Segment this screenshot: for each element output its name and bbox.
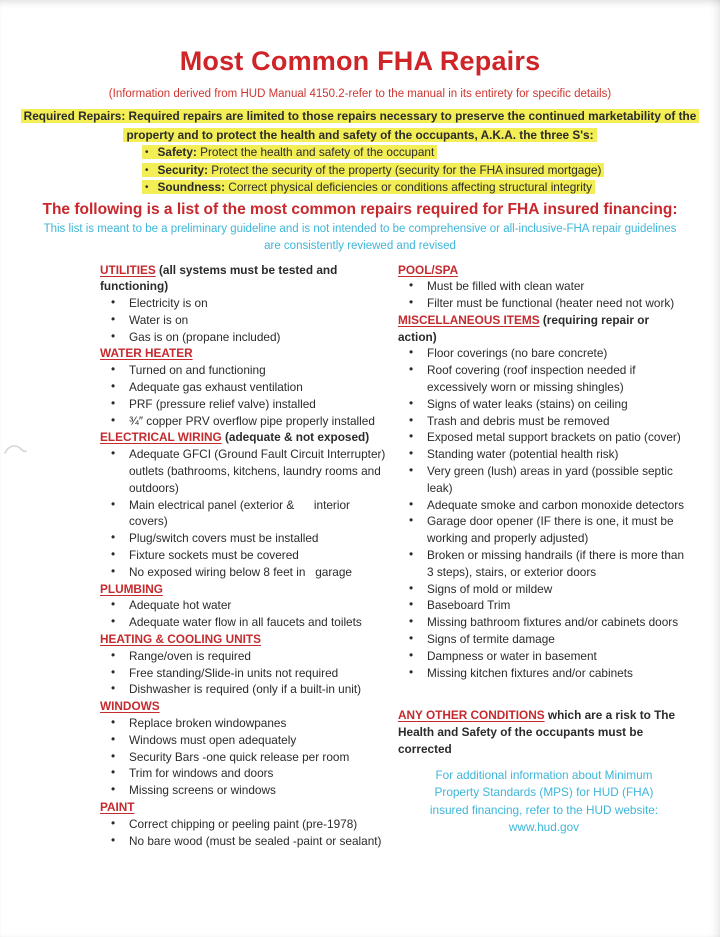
bullet-list [398, 278, 690, 312]
section-heading: ANY OTHER CONDITIONS [398, 708, 545, 723]
section-heading: ELECTRICAL WIRING [100, 430, 222, 445]
section-heading: UTILITIES [100, 262, 156, 277]
section-heading: PLUMBING [100, 581, 163, 596]
guideline-note-line2: are consistently reviewed and revised [264, 239, 456, 252]
bullet-list [100, 295, 386, 345]
list-item: • Garage door opener (IF there is one, it must be working and properly adjusted) [398, 513, 690, 547]
section-windows [100, 698, 386, 799]
list-item: • Plug/switch covers must be installed [100, 530, 386, 547]
three-s-text: Correct physical deficiencies or conditions affecting structural integrity [225, 180, 592, 194]
hud-note-line: For additional information about Minimum [435, 767, 653, 782]
bullet-list [100, 816, 386, 850]
three-s-term: Soundness: [157, 180, 226, 194]
section-paint [100, 799, 386, 849]
page-title: Most Common FHA Repairs [179, 46, 541, 76]
bullet-list [100, 362, 386, 429]
bullet-dot: • [145, 164, 149, 176]
section-miscellaneous-items [398, 312, 690, 682]
list-item: • Filter must be functional (heater need not work) [398, 295, 690, 312]
list-item: • Adequate water flow in all faucets and toilets [100, 614, 386, 631]
list-item: • Signs of water leaks (stains) on ceiling [398, 396, 690, 413]
section-header [100, 345, 386, 362]
list-item: • Broken or missing handrails (if there is more than 3 steps), stairs, or exterior doors [398, 547, 690, 581]
three-s-text: Protect the health and safety of the occupant [196, 145, 435, 159]
list-item: • Missing screens or windows [100, 782, 386, 799]
list-item: • Adequate hot water [100, 597, 386, 614]
section-heading-note: which are a risk to The Health and Safety of the occupants must be corrected [398, 708, 676, 757]
pen-mark-artifact [2, 440, 30, 460]
section-header [100, 262, 386, 296]
column-right [398, 262, 690, 850]
list-item: • Gas is on (propane included) [100, 329, 386, 346]
guideline-note-line1: This list is meant to be a preliminary guideline and is not intended to be comprehensive or all-inclusive-FHA repair guidelines [43, 222, 677, 235]
manual-reference-note: (Information derived from HUD Manual 4150.2-refer to the manual in its entirety for specific details) [108, 88, 612, 100]
bullet-list [100, 648, 386, 698]
three-s-item [142, 162, 720, 180]
list-item: • Signs of mold or mildew [398, 581, 690, 598]
list-item: • ¾″ copper PRV overflow pipe properly installed [100, 413, 386, 430]
section-utilities [100, 262, 386, 346]
section-header [398, 262, 690, 279]
section-header [398, 707, 690, 757]
section-pool-spa [398, 262, 690, 312]
section-heading: WATER HEATER [100, 346, 193, 361]
three-s-item [142, 144, 720, 162]
list-item: • Floor coverings (no bare concrete) [398, 345, 690, 362]
bullet-list [100, 597, 386, 631]
hud-note-line: insured financing, refer to the HUD website: [429, 802, 659, 817]
list-item: • Range/oven is required [100, 648, 386, 665]
section-header [100, 698, 386, 715]
section-electrical-wiring [100, 429, 389, 580]
list-item: • Electricity is on [100, 295, 386, 312]
three-s-term: Security: [157, 162, 208, 177]
section-water-heater [100, 345, 386, 429]
list-item: • Exposed metal support brackets on patio (cover) [398, 429, 690, 446]
three-s-text: Protect the security of the property (security for the FHA insured mortgage) [208, 162, 602, 177]
list-item: • Adequate smoke and carbon monoxide detectors [398, 497, 690, 514]
list-item: • Trash and debris must be removed [398, 413, 690, 430]
three-s-item [142, 179, 720, 197]
bullet-list [398, 345, 690, 681]
bullet-list [100, 715, 386, 799]
guideline-note [0, 221, 720, 255]
list-item: • Correct chipping or peeling paint (pre-1978) [100, 816, 386, 833]
required-repairs-line1: Required Repairs: Required repairs are limited to those repairs necessary to preserve the continued marketability of the [0, 107, 720, 126]
list-item: • Main electrical panel (exterior & interior covers) [100, 497, 386, 531]
section-heading: PAINT [100, 800, 135, 814]
three-s-term: Safety: [157, 145, 197, 159]
hud-note-line: Property Standards (MPS) for HUD (FHA) [434, 785, 654, 800]
section-heating-cooling-units [100, 631, 386, 698]
list-item: • Adequate GFCI (Ground Fault Circuit Interrupter) outlets (bathrooms, kitchens, laundry rooms and outdoors) [100, 446, 386, 496]
list-item: • Replace broken windowpanes [100, 715, 386, 732]
bullet-dot: • [145, 182, 149, 193]
two-column-layout [0, 262, 720, 850]
list-item: • Free standing/Slide-in units not required [100, 665, 386, 682]
list-item: • Windows must open adequately [100, 732, 386, 749]
list-item: • Baseboard Trim [398, 597, 690, 614]
list-item: • Dishwasher is required (only if a built-in unit) [100, 681, 386, 698]
section-header [398, 312, 690, 346]
list-item: • PRF (pressure relief valve) installed [100, 396, 386, 413]
section-heading: POOL/SPA [398, 262, 459, 277]
list-item: • Missing kitchen fixtures and/or cabinets [398, 665, 690, 682]
bullet-list [100, 446, 389, 580]
list-item: • No exposed wiring below 8 feet in garage [100, 564, 386, 581]
list-item: • Very green (lush) areas in yard (possible septic leak) [398, 463, 690, 497]
section-header [100, 429, 386, 446]
list-item: • No bare wood (must be sealed -paint or sealant) [100, 833, 386, 850]
list-item: • Adequate gas exhaust ventilation [100, 379, 386, 396]
section-heading: MISCELLANEOUS ITEMS [398, 312, 540, 327]
list-item: • Must be filled with clean water [398, 278, 690, 295]
list-item: • Water is on [100, 312, 386, 329]
section-heading-note: (requiring repair or action) [398, 312, 650, 344]
list-item: • Dampness or water in basement [398, 648, 690, 665]
list-item: • Trim for windows and doors [100, 765, 386, 782]
list-item: • Standing water (potential health risk) [398, 446, 690, 463]
bullet-dot: • [145, 147, 149, 158]
section-any-other-conditions [398, 707, 690, 757]
hud-url: www.hud.gov [508, 820, 580, 835]
hud-website-note [398, 767, 690, 837]
section-header [100, 631, 386, 648]
required-repairs-line2: property and to protect the health and safety of the occupants, A.K.A. the three S's: [0, 126, 720, 145]
section-heading: HEATING & COOLING UNITS [100, 632, 262, 647]
section-heading-note: (all systems must be tested and functioning) [100, 262, 338, 294]
list-item: • Missing bathroom fixtures and/or cabinets doors [398, 614, 690, 631]
list-item: • Fixture sockets must be covered [100, 547, 386, 564]
section-header [100, 799, 386, 816]
required-repairs-intro [0, 107, 720, 144]
section-heading-note: (adequate & not exposed) [224, 430, 370, 445]
list-item: • Turned on and functioning [100, 362, 386, 379]
list-item: • Signs of termite damage [398, 631, 690, 648]
section-header [100, 581, 386, 598]
list-heading: The following is a list of the most common repairs required for FHA insured financing: [42, 200, 678, 218]
section-heading: WINDOWS [100, 699, 160, 714]
list-item: • Security Bars -one quick release per room [100, 749, 386, 766]
list-item: • Roof covering (roof inspection needed if excessively worn or missing shingles) [398, 362, 690, 396]
column-left [100, 262, 389, 850]
three-s-list [0, 144, 720, 197]
section-plumbing [100, 581, 386, 631]
